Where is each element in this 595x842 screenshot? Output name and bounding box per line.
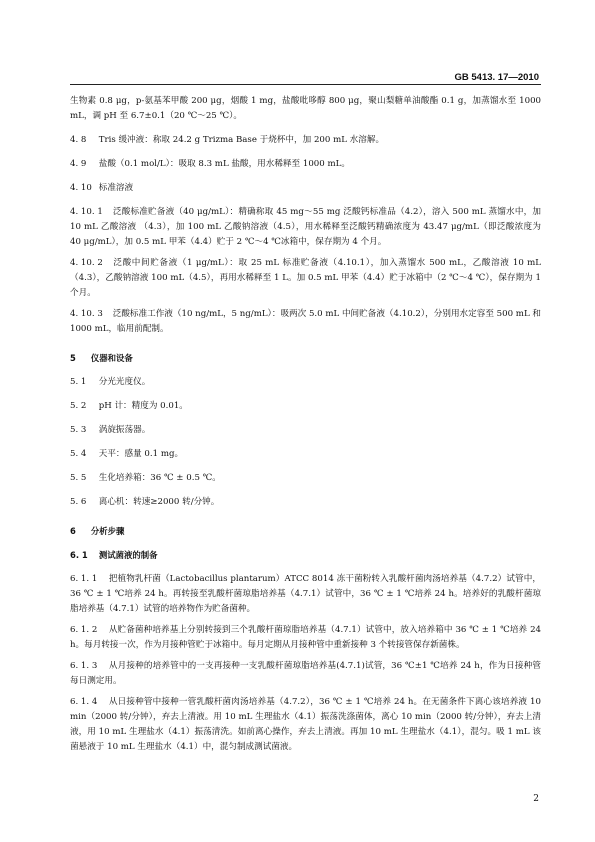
clause-5-4 [70, 447, 541, 462]
clause-text: 从贮备菌种培养基上分别转接到三个乳酸杆菌琼脂培养基（4.7.1）试管中，放入培养箱中 36 ℃ ± 1 ℃培养 24 h。每月转接一次，作为月接种管贮于冰箱中。每月定期从月接种管中重新接种 3 个转接管保存新菌株。 [70, 625, 541, 650]
clause-5-3 [70, 423, 541, 438]
clause-5-6 [70, 495, 541, 510]
clause-number: 5. 1 [70, 377, 87, 387]
clause-number: 4. 10 [70, 183, 92, 193]
header-standard-code: GB 5413. 17—2010 [454, 72, 539, 83]
clause-number: 4. 8 [70, 135, 87, 145]
section-5-heading [70, 351, 541, 366]
clause-4-10-2 [70, 256, 541, 301]
clause-4-9 [70, 157, 541, 172]
clause-text: 天平：感量 0.1 mg。 [98, 449, 184, 459]
section-title: 仪器和设备 [90, 353, 133, 363]
clause-4-10-1 [70, 205, 541, 250]
clause-text: 从日接种管中接种一管乳酸杆菌肉汤培养基（4.7.2），36 ℃ ± 1 ℃培养 24 h。在无菌条件下离心该培养液 10 min（2000 转/分钟），弃去上清液。用 10 mL 生理盐水（4.1）振荡洗涤菌体，离心 10 min（2000 转/分钟），弃去上清液，用 10 mL 生理盐水（4.1）振荡清洗。如前离心操作，弃去上清液。再加 10 mL 生理盐水（4.1），混匀。吸 1 mL 该菌悬液于 10 mL 生理盐水（4.1）中，混匀制成测试菌液。 [70, 697, 541, 752]
subsection-title: 测试菌液的制备 [98, 550, 158, 560]
clause-number: 4. 10. 2 [70, 258, 103, 268]
clause-number: 5. 5 [70, 473, 87, 483]
clause-number: 5. 2 [70, 401, 87, 411]
clause-4-10-3 [70, 307, 541, 337]
clause-number: 5. 3 [70, 425, 87, 435]
section-number: 5 [70, 353, 76, 363]
paragraph-continued [70, 94, 541, 124]
clause-text: 泛酸中间贮备液（1 μg/mL）：取 25 mL 标准贮备液（4.10.1），加入蒸馏水 500 mL，乙酸溶液 10 mL（4.3），乙酸钠溶液 100 mL（4.5），再用水稀释至 1 L。加 0.5 mL 甲苯（4.4）贮于冰箱中（2 ℃～4 ℃），保存期为 1 个月。 [70, 258, 542, 298]
clause-5-5 [70, 471, 541, 486]
clause-6-1-2 [70, 623, 541, 653]
clause-text: 泛酸标准工作液（10 ng/mL，5 ng/mL）：吸两次 5.0 mL 中间贮备液（4.10.2），分别用水定容至 500 mL 和 1000 mL，临用前配制。 [70, 309, 541, 334]
subsection-number: 6. 1 [70, 550, 88, 560]
clause-text: Tris 缓冲液：称取 24.2 g Trizma Base 于烧杯中，加 200 mL 水溶解。 [98, 135, 385, 145]
clause-text: 把植物乳杆菌（Lactobacillus plantarum）ATCC 8014 冻干菌粉转入乳酸杆菌肉汤培养基（4.7.2）试管中，36 ℃ ± 1 ℃培养 24 h。再转接至乳酸杆菌琼脂培养基（4.7.1）试管中，36 ℃ ± 1 ℃培养 24 h。培养好的乳酸杆菌琼脂培养基（4.7.1）试管的培养物作为贮备菌种。 [70, 574, 542, 614]
clause-number: 5. 4 [70, 449, 87, 459]
clause-text: 生化培养箱：36 ℃ ± 0.5 ℃。 [98, 473, 221, 483]
subsection-6-1-heading [70, 548, 541, 563]
document-body [70, 94, 541, 755]
clause-text: 从月接种的培养管中的一支再接种一支乳酸杆菌琼脂培养基(4.7.1)试管，36 ℃±1 ℃培养 24 h，作为日接种管每日测定用。 [70, 661, 541, 686]
clause-number: 4. 10. 1 [70, 207, 103, 217]
clause-number: 5. 6 [70, 497, 87, 507]
clause-number: 6. 1. 4 [70, 697, 98, 707]
section-6-heading [70, 524, 541, 539]
clause-text: 盐酸（0.1 mol/L）：吸取 8.3 mL 盐酸，用水稀释至 1000 mL。 [98, 159, 350, 169]
clause-5-2 [70, 399, 541, 414]
clause-6-1-1 [70, 572, 541, 617]
clause-4-8 [70, 133, 541, 148]
clause-number: 6. 1. 3 [70, 661, 98, 671]
clause-text: 标准溶液 [98, 183, 134, 193]
section-number: 6 [70, 526, 76, 536]
clause-4-10 [70, 181, 541, 196]
paragraph-text: 生物素 0.8 μg，p-氨基苯甲酸 200 μg，烟酸 1 mg，盐酸吡哆醇 800 μg，聚山梨糖单油酸酯 0.1 g，加蒸馏水至 1000 mL，调 pH 至 6.7±0.1（20 ℃～25 ℃）。 [70, 96, 541, 121]
clause-6-1-3 [70, 659, 541, 689]
clause-number: 6. 1. 1 [70, 574, 98, 584]
clause-5-1 [70, 375, 541, 390]
clause-number: 4. 9 [70, 159, 87, 169]
clause-text: 分光光度仪。 [98, 377, 151, 387]
header-rule [70, 84, 541, 85]
clause-6-1-4 [70, 695, 541, 755]
clause-text: 涡旋振荡器。 [98, 425, 151, 435]
section-title: 分析步骤 [90, 526, 125, 536]
clause-number: 6. 1. 2 [70, 625, 98, 635]
clause-text: pH 计：精度为 0.01。 [98, 401, 188, 411]
clause-number: 4. 10. 3 [70, 309, 103, 319]
clause-text: 离心机：转速≥2000 转/分钟。 [98, 497, 220, 507]
page-number: 2 [533, 794, 539, 804]
clause-text: 泛酸标准贮备液（40 μg/mL）：精确称取 45 mg～55 mg 泛酸钙标准品（4.2），溶入 500 mL 蒸馏水中，加 10 mL 乙酸溶液 （4.3），加 100 mL 乙酸钠溶液（4.5），用水稀释至泛酸钙精确浓度为 43.47 μg/mL（即泛酸浓度为 40 μg/mL），加 0.5 mL 甲苯（4.4）贮于 2 ℃～4 ℃冰箱中，保存期为 4 个月。 [70, 207, 541, 247]
